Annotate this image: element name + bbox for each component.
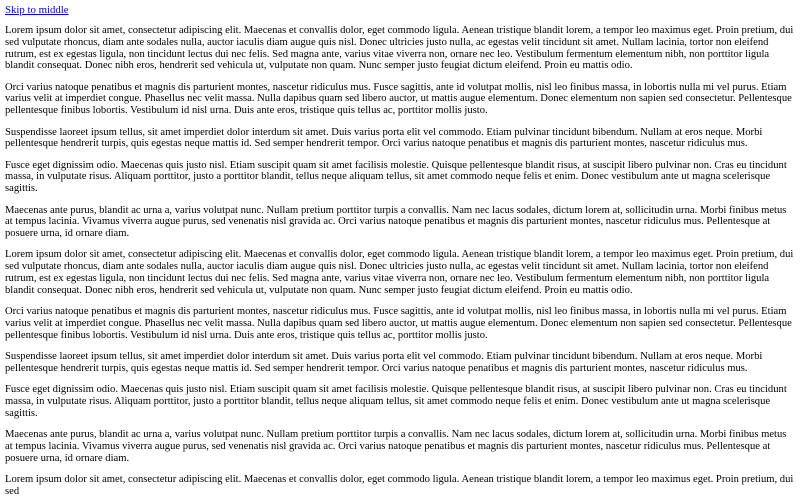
- paragraph: Lorem ipsum dolor sit amet, consectetur adipiscing elit. Maecenas et convallis dolor, eget commodo ligula. Aenean tristique blandit lorem, a tempor leo maximus eget. Proin pretium, dui sed: [5, 473, 794, 497]
- paragraph: Maecenas ante purus, blandit ac urna a, varius volutpat nunc. Nullam pretium porttitor turpis a convallis. Nam nec lacus sodales, dictum lorem at, sollicitudin urna. Morbi finibus metus at tempus lacinia. Vivamus viverra augue purus, sed venenatis nisl gravida ac. Orci varius natoque penatibus et magnis dis parturient montes, nascetur ridiculus mus. Pellentesque at posuere urna, id ornare diam.: [5, 204, 787, 240]
- paragraph: Suspendisse laoreet ipsum tellus, sit amet imperdiet dolor interdum sit amet. Duis varius porta elit vel commodo. Etiam pulvinar tincidunt bibendum. Nullam at eros neque. Morbi pellentesque hendrerit turpis, quis egestas neque mattis id. Sed semper hendrerit tempor. Orci varius natoque penatibus et magnis dis parturient montes, nascetur ridiculus mus.: [5, 351, 763, 374]
- paragraph: Fusce eget dignissim odio. Maecenas quis justo nisl. Etiam suscipit quam sit amet facilisis molestie. Quisque pellentesque blandit risus, at suscipit libero pulvinar non. Cras eu tincidunt massa, in vulputate risus. Aliquam porttitor, justo a porttitor blandit, tellus neque aliquam tellus, sit amet commodo neque felis et enim. Donec vestibulum ante ut magna scelerisque sagittis.: [5, 384, 787, 419]
- paragraph: Maecenas ante purus, blandit ac urna a, varius volutpat nunc. Nullam pretium porttitor turpis a convallis. Nam nec lacus sodales, dictum lorem at, sollicitudin urna. Morbi finibus metus at tempus lacinia. Vivamus viverra augue purus, sed venenatis nisl gravida ac. Orci varius natoque penatibus et magnis dis parturient montes, nascetur ridiculus mus. Pellentesque at posuere urna, id ornare diam.: [5, 429, 787, 464]
- paragraph: Lorem ipsum dolor sit amet, consectetur adipiscing elit. Maecenas et convallis dolor, eget commodo ligula. Aenean tristique blandit lorem, a tempor leo maximus eget. Proin pretium, dui sed vulputate rhoncus, diam ante sodales nulla, auctor iaculis diam augue quis nisl. Donec ultricies justo nulla, ac egestas velit tincidunt sit amet. Nullam lacinia, tortor non eleifend rutrum, est ex egestas ligula, non tincidunt lectus dui nec felis. Sed magna ante, varius vitae viverra non, ornare nec leo. Vestibulum fermentum elementum nibh, non porttitor ligula blandit consequat. Donec nibh eros, hendrerit sed vehicula ut, vulputate non quam. Nunc semper justo feugiat dictum eleifend. Proin eu mattis odio.: [5, 249, 794, 296]
- paragraph: Suspendisse laoreet ipsum tellus, sit amet imperdiet dolor interdum sit amet. Duis varius porta elit vel commodo. Etiam pulvinar tincidunt bibendum. Nullam at eros neque. Morbi pellentesque hendrerit turpis, quis egestas neque mattis id. Sed semper hendrerit tempor. Orci varius natoque penatibus et magnis dis parturient montes, nascetur ridiculus mus.: [5, 126, 763, 150]
- article-body: [5, 25, 795, 498]
- paragraph: Lorem ipsum dolor sit amet, consectetur adipiscing elit. Maecenas et convallis dolor, eget commodo ligula. Aenean tristique blandit lorem, a tempor leo maximus eget. Proin pretium, dui sed vulputate rhoncus, diam ante sodales nulla, auctor iaculis diam augue quis nisl. Donec ultricies justo nulla, ac egestas velit tincidunt sit amet. Nullam lacinia, tortor non eleifend rutrum, est ex egestas ligula, non tincidunt lectus dui nec felis. Sed magna ante, varius vitae viverra non, ornare nec leo. Vestibulum fermentum elementum nibh, non porttitor ligula blandit consequat. Donec nibh eros, hendrerit sed vehicula ut, vulputate non quam. Nunc semper justo feugiat dictum eleifend. Proin eu mattis odio.: [5, 25, 794, 72]
- paragraph: Fusce eget dignissim odio. Maecenas quis justo nisl. Etiam suscipit quam sit amet facilisis molestie. Quisque pellentesque blandit risus, at suscipit libero pulvinar non. Cras eu tincidunt massa, in vulputate risus. Aliquam porttitor, justo a porttitor blandit, tellus neque aliquam tellus, sit amet commodo neque felis et enim. Donec vestibulum ante ut magna scelerisque sagittis.: [5, 159, 787, 195]
- paragraph: Orci varius natoque penatibus et magnis dis parturient montes, nascetur ridiculus mus. Fusce sagittis, ante id volutpat mollis, nisl leo finibus massa, in lobortis nulla mi vel purus. Etiam varius velit at imperdiet congue. Phasellus nec velit massa. Nulla dapibus quam sed libero auctor, ut mattis augue elementum. Donec elementum non sapien sed consectetur. Pellentesque pellentesque finibus lobortis. Vestibulum id nisl urna. Duis ante eros, tristique quis tellus ac, porttitor mollis justo.: [5, 81, 792, 117]
- paragraph: Orci varius natoque penatibus et magnis dis parturient montes, nascetur ridiculus mus. Fusce sagittis, ante id volutpat mollis, nisl leo finibus massa, in lobortis nulla mi vel purus. Etiam varius velit at imperdiet congue. Phasellus nec velit massa. Nulla dapibus quam sed libero auctor, ut mattis augue elementum. Donec elementum non sapien sed consectetur. Pellentesque pellentesque finibus lobortis. Vestibulum id nisl urna. Duis ante eros, tristique quis tellus ac, porttitor mollis justo.: [5, 306, 792, 341]
- skip-to-middle-link[interactable]: Skip to middle: [5, 4, 69, 16]
